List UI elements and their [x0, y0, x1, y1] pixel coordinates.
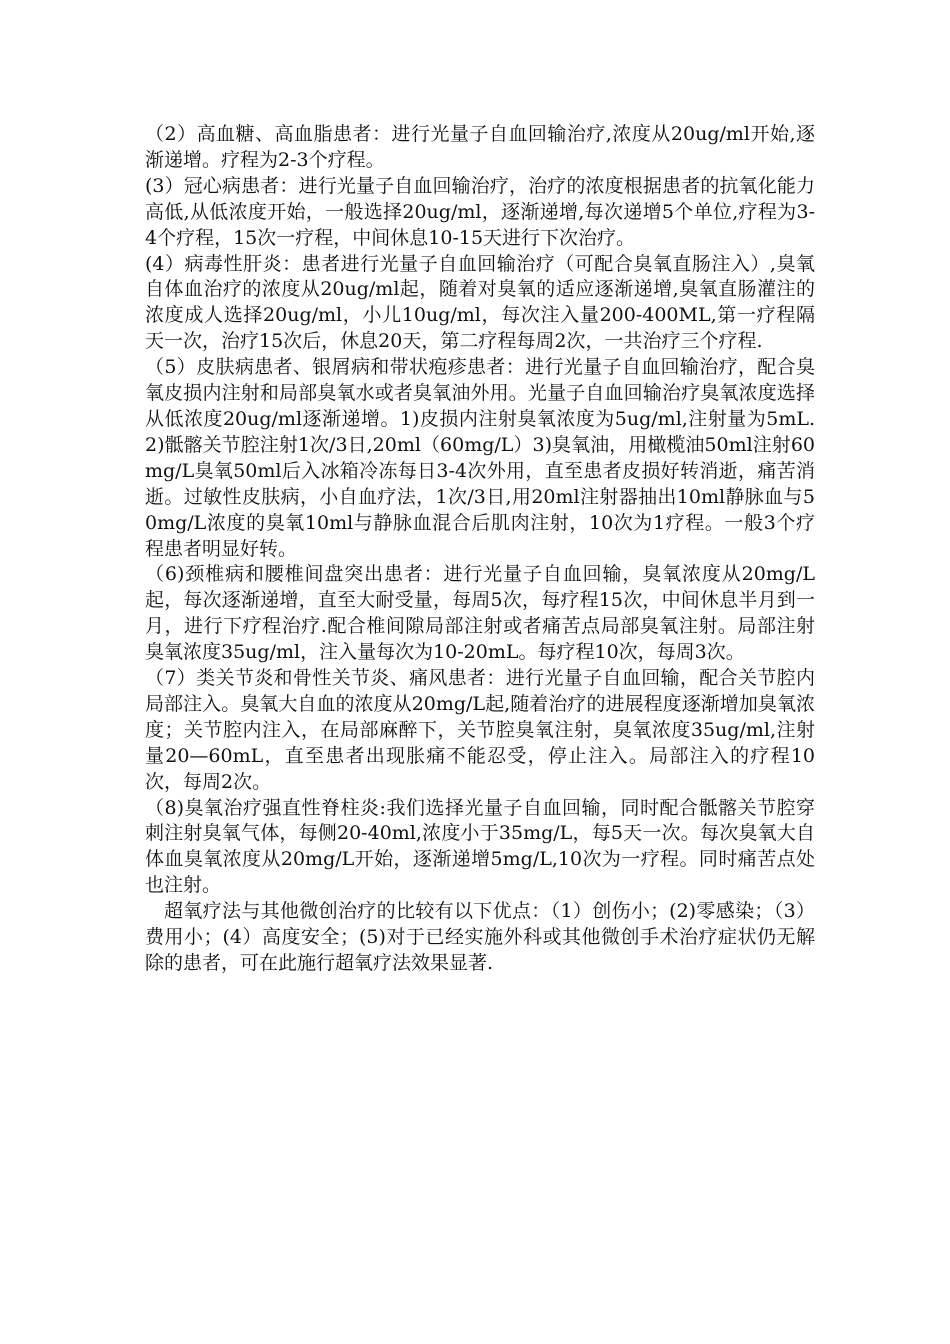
paragraph-hyperglycemia-hyperlipidemia: （2）高血糖、高血脂患者：进行光量子自血回输治疗,浓度从20ug/ml开始,逐渐递增。疗程为2-3个疗程。: [145, 123, 815, 171]
paragraph-coronary-heart-disease: (3）冠心病患者：进行光量子自血回输治疗，治疗的浓度根据患者的抗氧化能力高低,从低浓度开始，一般选择20ug/ml，逐渐递增,每次递增5个单位,疗程为3-4个疗程，15次一疗程，中间休息10-15天进行下次治疗。: [145, 174, 815, 249]
paragraph-skin-disease: （5）皮肤病患者、银屑病和带状疱疹患者：进行光量子自血回输治疗，配合臭氧皮损内注射和局部臭氧水或者臭氧油外用。光量子自血回输治疗臭氧浓度选择从低浓度20ug/ml逐渐递增。1)皮损内注射臭氧浓度为5ug/ml,注射量为5mL.2)骶髂关节腔注射1次/3日,20ml（60mg/L）3)臭氧油，用橄榄油50ml注射60mg/L臭氧50ml后入冰箱冷冻每日3-4次外用，直至患者皮损好转消逝，痛苦消逝。过敏性皮肤病，小自血疗法，1次/3日,用20ml注射器抽出10ml静脉血与50mg/L浓度的臭氧10ml与静脉血混合后肌肉注射，10次为1疗程。一般3个疗程患者明显好转。: [145, 356, 815, 560]
paragraph-viral-hepatitis: (4）病毒性肝炎：患者进行光量子自血回输治疗（可配合臭氧直肠注入）,臭氧自体血治疗的浓度从20ug/ml起，随着对臭氧的适应逐渐递增,臭氧直肠灌注的浓度成人选择20ug/ml，小儿10ug/ml，每次注入量200-400ML,第一疗程隔天一次，治疗15次后，休息20天，第二疗程每周2次，一共治疗三个疗程.: [145, 252, 815, 353]
document-body: [145, 122, 815, 977]
paragraph-arthritis-gout: （7）类关节炎和骨性关节炎、痛风患者：进行光量子自血回输，配合关节腔内局部注入。臭氧大自血的浓度从20mg/L起,随着治疗的进展程度逐渐增加臭氧浓度；关节腔内注入，在局部麻醉下，关节腔臭氧注射，臭氧浓度35ug/ml,注射量20—60mL，直至患者出现胀痛不能忍受，停止注入。局部注入的疗程10次，每周2次。: [145, 667, 815, 793]
paragraph-ankylosing-spondylitis: （8)臭氧治疗强直性脊柱炎:我们选择光量子自血回输，同时配合骶髂关节腔穿刺注射臭氧气体，每侧20-40ml,浓度小于35mg/L，每5天一次。每次臭氧大自体血臭氧浓度从20mg/L开始，逐渐递增5mg/L,10次为一疗程。同时痛苦点处也注射。: [145, 796, 815, 897]
paragraph-advantages-summary: 超氧疗法与其他微创治疗的比较有以下优点：（1）创伤小；(2)零感染；（3）费用小；(4）高度安全；(5)对于已经实施外科或其他微创手术治疗症状仍无解除的患者，可在此施行超氧疗法效果显著.: [145, 900, 815, 974]
paragraph-cervical-lumbar-spine: （6)颈椎病和腰椎间盘突出患者：进行光量子自血回输，臭氧浓度从20mg/L起，每次逐渐递增，直至大耐受量，每周5次，每疗程15次，中间休息半月到一月，进行下疗程治疗.配合椎间隙局部注射或者痛苦点局部臭氧注射。局部注射臭氧浓度35ug/ml，注入量每次为10-20mL。每疗程10次，每周3次。: [145, 563, 815, 664]
